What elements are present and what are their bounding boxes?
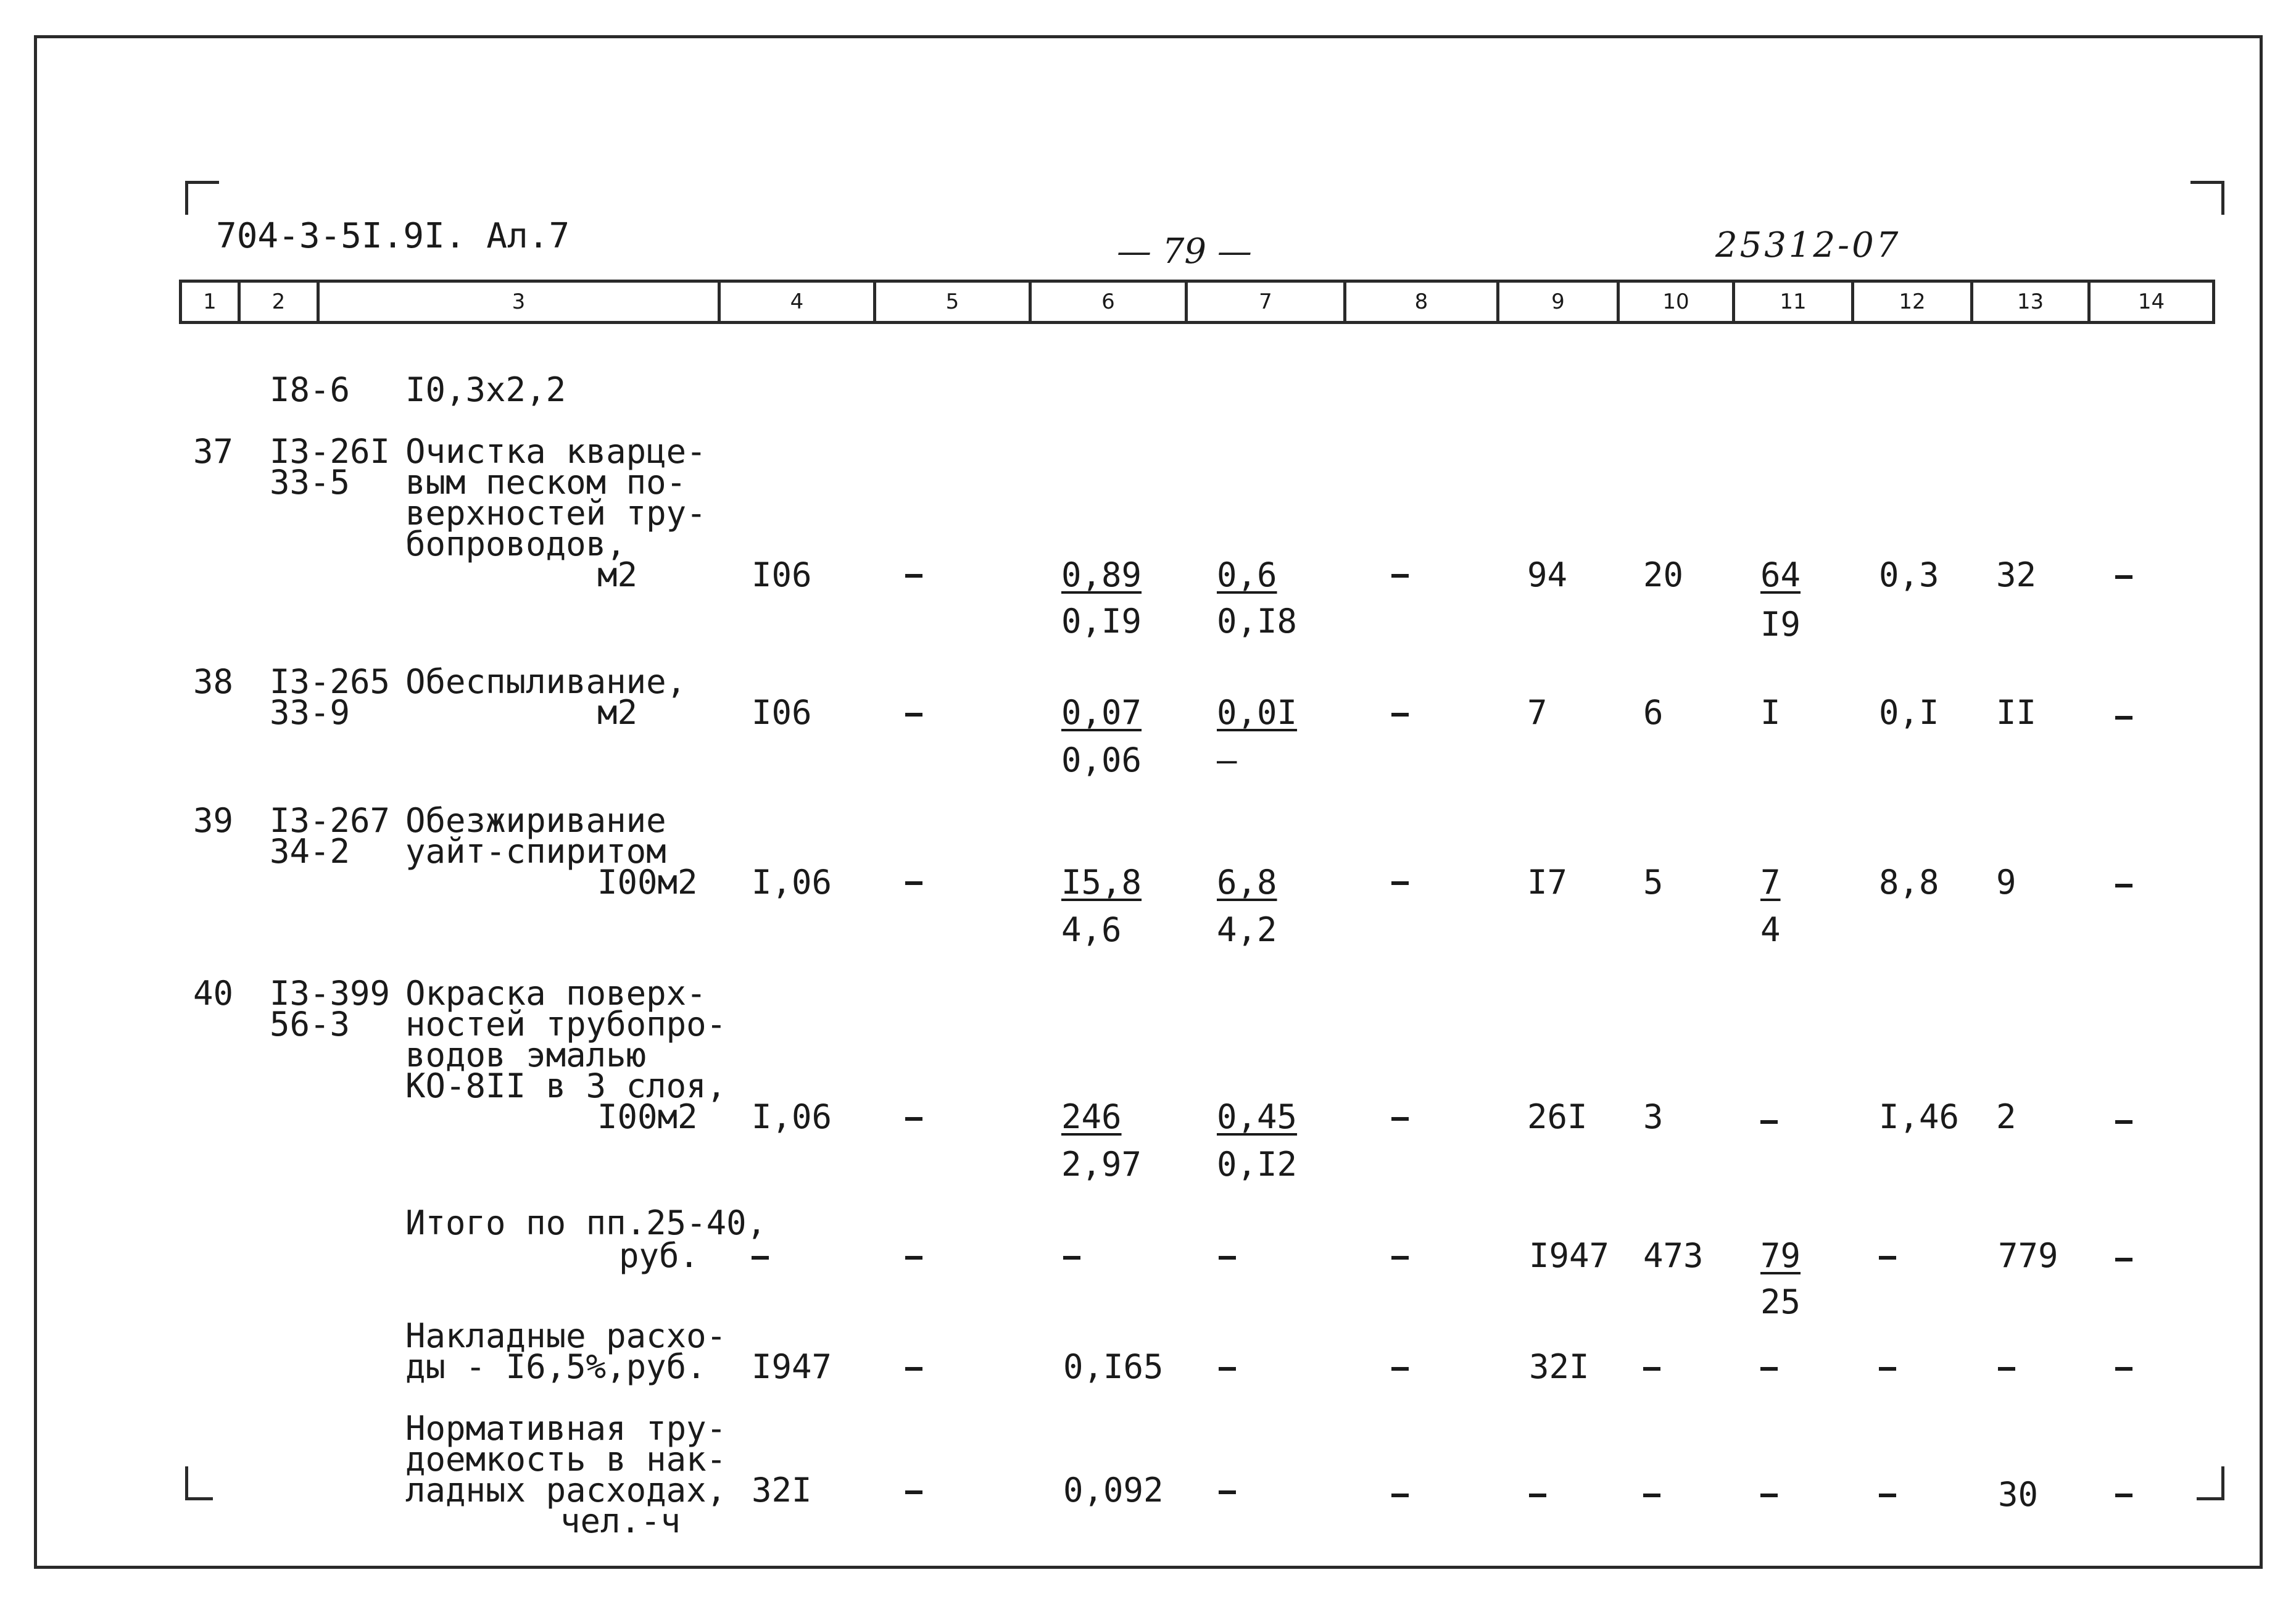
cell-col7-bottom: 4,2 (1217, 910, 1277, 949)
cell-col4: I06 (752, 693, 812, 732)
cell-col5-dash (905, 1117, 922, 1121)
row-description: Обеспыливание, (405, 662, 687, 701)
cell-col7-top: 0,45 (1217, 1097, 1298, 1136)
column-header: 13 (1973, 283, 2091, 321)
cell-col13: 9 (1996, 863, 2016, 902)
row-description: вым песком по- (405, 463, 687, 502)
corner-mark-bottom-right (2197, 1466, 2224, 1500)
cell-col8-dash (1391, 1367, 1409, 1371)
cell-col12-dash (1879, 1494, 1896, 1497)
cell-col11-dash (1760, 1120, 1778, 1124)
row-unit: м2 (597, 555, 638, 594)
cell-col14-dash (2115, 1120, 2132, 1124)
overhead-description: Накладные расхо- (405, 1316, 727, 1355)
row-description: I0,3x2,2 (405, 370, 566, 409)
document-number: 25312-07 (1715, 225, 1901, 265)
cell-col7-top: 0,6 (1217, 555, 1277, 594)
cell-col9: I7 (1527, 863, 1568, 902)
cell-col12: 8,8 (1879, 863, 1939, 902)
cell-col9: 26I (1527, 1097, 1588, 1136)
cell-col4: I,06 (752, 1097, 832, 1136)
page-number: — 79 — (1117, 231, 1252, 272)
corner-mark-top-left (185, 181, 219, 215)
row-unit: м2 (597, 693, 638, 732)
cell-col10: 3 (1643, 1097, 1664, 1136)
cell-col11: I (1760, 693, 1781, 732)
cell-col8-dash (1391, 1117, 1409, 1121)
cell-col7-top: 6,8 (1217, 863, 1277, 902)
labor-description: Нормативная тру- (405, 1409, 727, 1448)
cell-col13-dash (1998, 1367, 2015, 1371)
cell-col8-dash (1391, 713, 1409, 717)
row-code: I3-265 (270, 662, 391, 701)
cell-col8-dash (1391, 574, 1409, 578)
column-header: 1 (182, 283, 241, 321)
row-description: уайт-спиритом (405, 832, 666, 871)
cell-col11-bottom: 4 (1760, 910, 1781, 949)
cell-col10: 6 (1643, 693, 1664, 732)
overhead-col9: 32I (1529, 1347, 1589, 1386)
cell-col10-dash (1643, 1367, 1660, 1371)
cell-col5-dash (905, 1367, 922, 1371)
labor-unit: чел.-ч (560, 1502, 681, 1540)
cell-col5-dash (905, 574, 922, 578)
row-code: 33-9 (270, 693, 350, 732)
cell-col5-dash (905, 1490, 922, 1494)
column-number-bar (179, 280, 2215, 324)
row-code: I3-399 (270, 974, 391, 1013)
cell-col6-top: 0,89 (1061, 555, 1142, 594)
row-unit: I00м2 (597, 1097, 698, 1136)
cell-col7-dash (1219, 1367, 1236, 1371)
column-header: 2 (241, 283, 320, 321)
cell-col13: II (1996, 693, 2037, 732)
cell-col5-dash (905, 881, 922, 885)
column-header: 5 (876, 283, 1032, 321)
cell-col14-dash (2115, 1367, 2132, 1371)
row-description: КО-8II в 3 слоя, (405, 1066, 727, 1105)
total-col11-top: 79 (1760, 1236, 1801, 1275)
row-description: водов эмалью (405, 1036, 647, 1074)
cell-col11-dash (1760, 1494, 1778, 1497)
column-header: 11 (1735, 283, 1854, 321)
total-col9: I947 (1529, 1236, 1610, 1275)
corner-mark-bottom-left (185, 1466, 213, 1500)
total-col11-bottom: 25 (1760, 1282, 1801, 1321)
cell-col6-top: I5,8 (1061, 863, 1142, 902)
cell-col12: 0,3 (1879, 555, 1939, 594)
cell-col5-dash (905, 713, 922, 717)
row-code: I8-6 (270, 370, 350, 409)
column-header: 12 (1854, 283, 1973, 321)
overhead-description: ды - I6,5%,руб. (405, 1347, 707, 1386)
row-code: I3-267 (270, 801, 391, 840)
row-unit: I00м2 (597, 863, 698, 902)
cell-col7-dash (1219, 1490, 1236, 1494)
row-code: 34-2 (270, 832, 350, 871)
overhead-col6: 0,I65 (1063, 1347, 1164, 1386)
cell-col8-dash (1391, 881, 1409, 885)
cell-col5-dash (905, 1256, 922, 1260)
cell-col14-dash (2115, 716, 2132, 720)
labor-col4: 32I (752, 1471, 812, 1510)
cell-col12-dash (1879, 1367, 1896, 1371)
column-header: 3 (320, 283, 721, 321)
row-number: 38 (193, 662, 234, 701)
cell-col10-dash (1643, 1494, 1660, 1497)
cell-col7-bottom: 0,I8 (1217, 602, 1298, 641)
cell-col7-dash (1219, 1256, 1236, 1260)
total-col13: 779 (1998, 1236, 2058, 1275)
row-description: Обезжиривание (405, 801, 666, 840)
cell-col6-top: 0,07 (1061, 693, 1142, 732)
cell-col14-dash (2115, 575, 2132, 579)
cell-col6-bottom: 0,06 (1061, 741, 1142, 779)
total-col10: 473 (1643, 1236, 1704, 1275)
cell-col6-bottom: 0,I9 (1061, 602, 1142, 641)
cell-col9-dash (1529, 1494, 1546, 1497)
column-header: 8 (1346, 283, 1499, 321)
column-header: 9 (1499, 283, 1620, 321)
row-code: 56-3 (270, 1005, 350, 1044)
cell-col9: 7 (1527, 693, 1548, 732)
cell-col7-top: 0,0I (1217, 693, 1298, 732)
cell-col12-dash (1879, 1256, 1896, 1260)
cell-col11-top: 64 (1760, 555, 1801, 594)
row-description: Окраска поверх- (405, 974, 707, 1013)
column-header: 4 (721, 283, 876, 321)
cell-col7-bottom: 0,I2 (1217, 1145, 1298, 1184)
cell-col13: 2 (1996, 1097, 2016, 1136)
overhead-col4: I947 (752, 1347, 832, 1386)
cell-col14-dash (2115, 1494, 2132, 1497)
labor-col13: 30 (1998, 1475, 2039, 1514)
cell-col10: 20 (1643, 555, 1684, 594)
row-description: ностей трубопро- (405, 1005, 727, 1044)
column-header: 10 (1620, 283, 1735, 321)
cell-col12: 0,I (1879, 693, 1939, 732)
cell-col4: I06 (752, 555, 812, 594)
cell-col6-bottom: 2,97 (1061, 1145, 1142, 1184)
cell-col12: I,46 (1879, 1097, 1960, 1136)
cell-col6-bottom: 4,6 (1061, 910, 1122, 949)
labor-description: ладных расходах, (405, 1471, 727, 1510)
cell-col6-top: 246 (1061, 1097, 1122, 1136)
row-code: I3-26I (270, 432, 391, 471)
cell-col6-dash (1063, 1256, 1080, 1260)
document-code: 704-3-5I.9I. Ал.7 (216, 216, 570, 256)
cell-col9: 94 (1527, 555, 1568, 594)
cell-col4: I,06 (752, 863, 832, 902)
cell-col13: 32 (1996, 555, 2037, 594)
row-description: Очистка кварце- (405, 432, 707, 471)
cell-col14-dash (2115, 884, 2132, 887)
row-number: 39 (193, 801, 234, 840)
row-number: 40 (193, 974, 234, 1013)
cell-col4-dash (752, 1256, 769, 1260)
labor-col6: 0,092 (1063, 1471, 1164, 1510)
cell-col11-dash (1760, 1367, 1778, 1371)
cell-col8-dash (1391, 1256, 1409, 1260)
column-header: 7 (1188, 283, 1346, 321)
row-description: бопроводов, (405, 525, 626, 563)
cell-col10: 5 (1643, 863, 1664, 902)
corner-mark-top-right (2190, 181, 2224, 215)
cell-col7-bottom: – (1217, 741, 1237, 779)
total-description: Итого по пп.25-40, (405, 1203, 767, 1242)
total-unit: руб. (619, 1236, 700, 1275)
cell-col14-dash (2115, 1258, 2132, 1261)
cell-col8-dash (1391, 1494, 1409, 1497)
row-description: верхностей тру- (405, 494, 707, 533)
row-number: 37 (193, 432, 234, 471)
cell-col11-bottom: I9 (1760, 605, 1801, 644)
column-header: 6 (1032, 283, 1188, 321)
row-code: 33-5 (270, 463, 350, 502)
column-header: 14 (2137, 289, 2165, 314)
cell-col11-top: 7 (1760, 863, 1781, 902)
labor-description: доемкость в нак- (405, 1440, 727, 1479)
